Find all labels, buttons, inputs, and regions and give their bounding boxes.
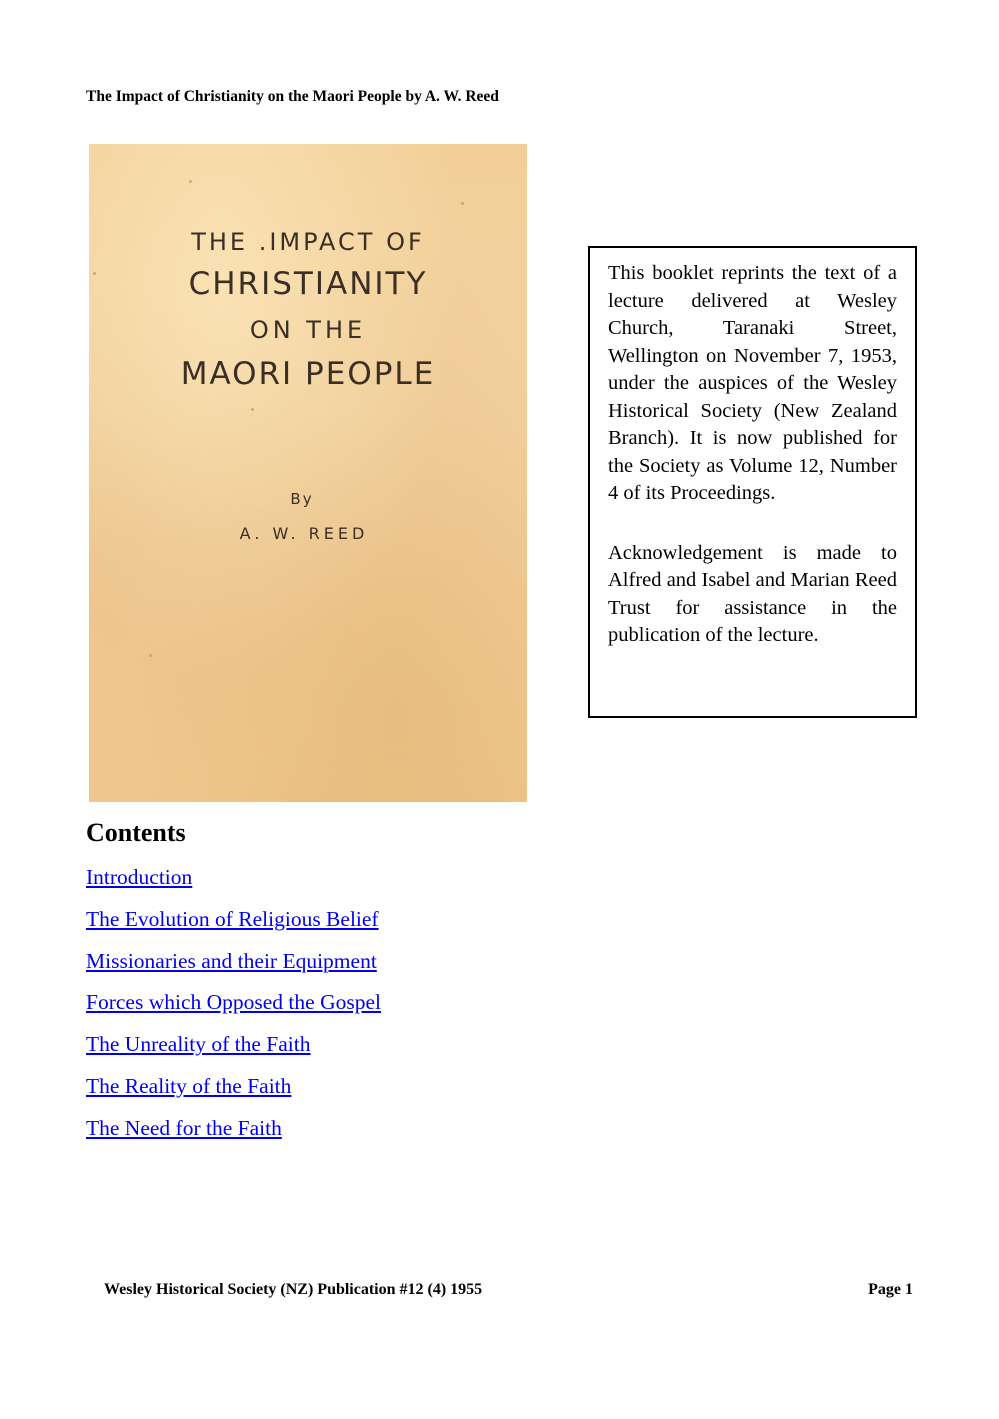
contents-heading: Contents <box>86 818 186 847</box>
toc-item <box>86 1071 381 1113</box>
toc-link-forces-opposed-gospel[interactable]: Forces which Opposed the Gospel <box>86 990 381 1015</box>
table-of-contents <box>86 862 381 1155</box>
publication-note-box <box>588 246 917 718</box>
cover-by: By <box>290 490 314 508</box>
paper-speck <box>251 408 254 411</box>
running-header: The Impact of Christianity on the Maori People by A. W. Reed <box>86 88 499 105</box>
toc-item <box>86 987 381 1029</box>
cover-author: A. W. REED <box>239 524 369 543</box>
cover-title-line-2: CHRISTIANITY <box>188 266 428 302</box>
paper-speck <box>461 202 464 205</box>
toc-item <box>86 862 381 904</box>
toc-link-evolution-of-religious-belief[interactable]: The Evolution of Religious Belief <box>86 906 379 931</box>
booklet-cover-image <box>89 144 527 802</box>
toc-link-introduction[interactable]: Introduction <box>86 865 193 889</box>
cover-title-line-3: ON THE <box>249 316 367 344</box>
footer-page-number: Page 1 <box>868 1281 913 1298</box>
paper-speck <box>149 654 152 657</box>
toc-link-missionaries-and-equipment[interactable]: Missionaries and their Equipment <box>86 948 377 973</box>
paper-speck <box>189 180 192 183</box>
cover-title-line-4: MAORI PEOPLE <box>180 356 436 392</box>
toc-link-unreality-of-faith[interactable]: The Unreality of the Faith <box>86 1032 311 1057</box>
paper-speck <box>93 272 96 275</box>
toc-item <box>86 1029 381 1071</box>
toc-link-reality-of-faith[interactable]: The Reality of the Faith <box>86 1073 292 1098</box>
toc-item <box>86 946 381 988</box>
publication-note-paragraph: This booklet reprints the text of a lecture delivered at Wesley Church, Taranaki Street, Wellington on November 7, 1953, under the auspices of the Wesley Historical Society (New Zealand Branch). It is now published for the Society as Volume 12, Number 4 of its Proceedings. <box>608 262 897 504</box>
acknowledgement-paragraph: Acknowledgement is made to Alfred and Isabel and Marian Reed Trust for assistance in the publication of the lecture. <box>608 541 897 646</box>
footer-publication: Wesley Historical Society (NZ) Publication #12 (4) 1955 <box>104 1281 483 1298</box>
toc-link-need-for-faith[interactable]: The Need for the Faith <box>86 1115 282 1140</box>
toc-item <box>86 1113 381 1155</box>
toc-item <box>86 904 381 946</box>
cover-title-line-1: THE .IMPACT OF <box>191 228 425 256</box>
